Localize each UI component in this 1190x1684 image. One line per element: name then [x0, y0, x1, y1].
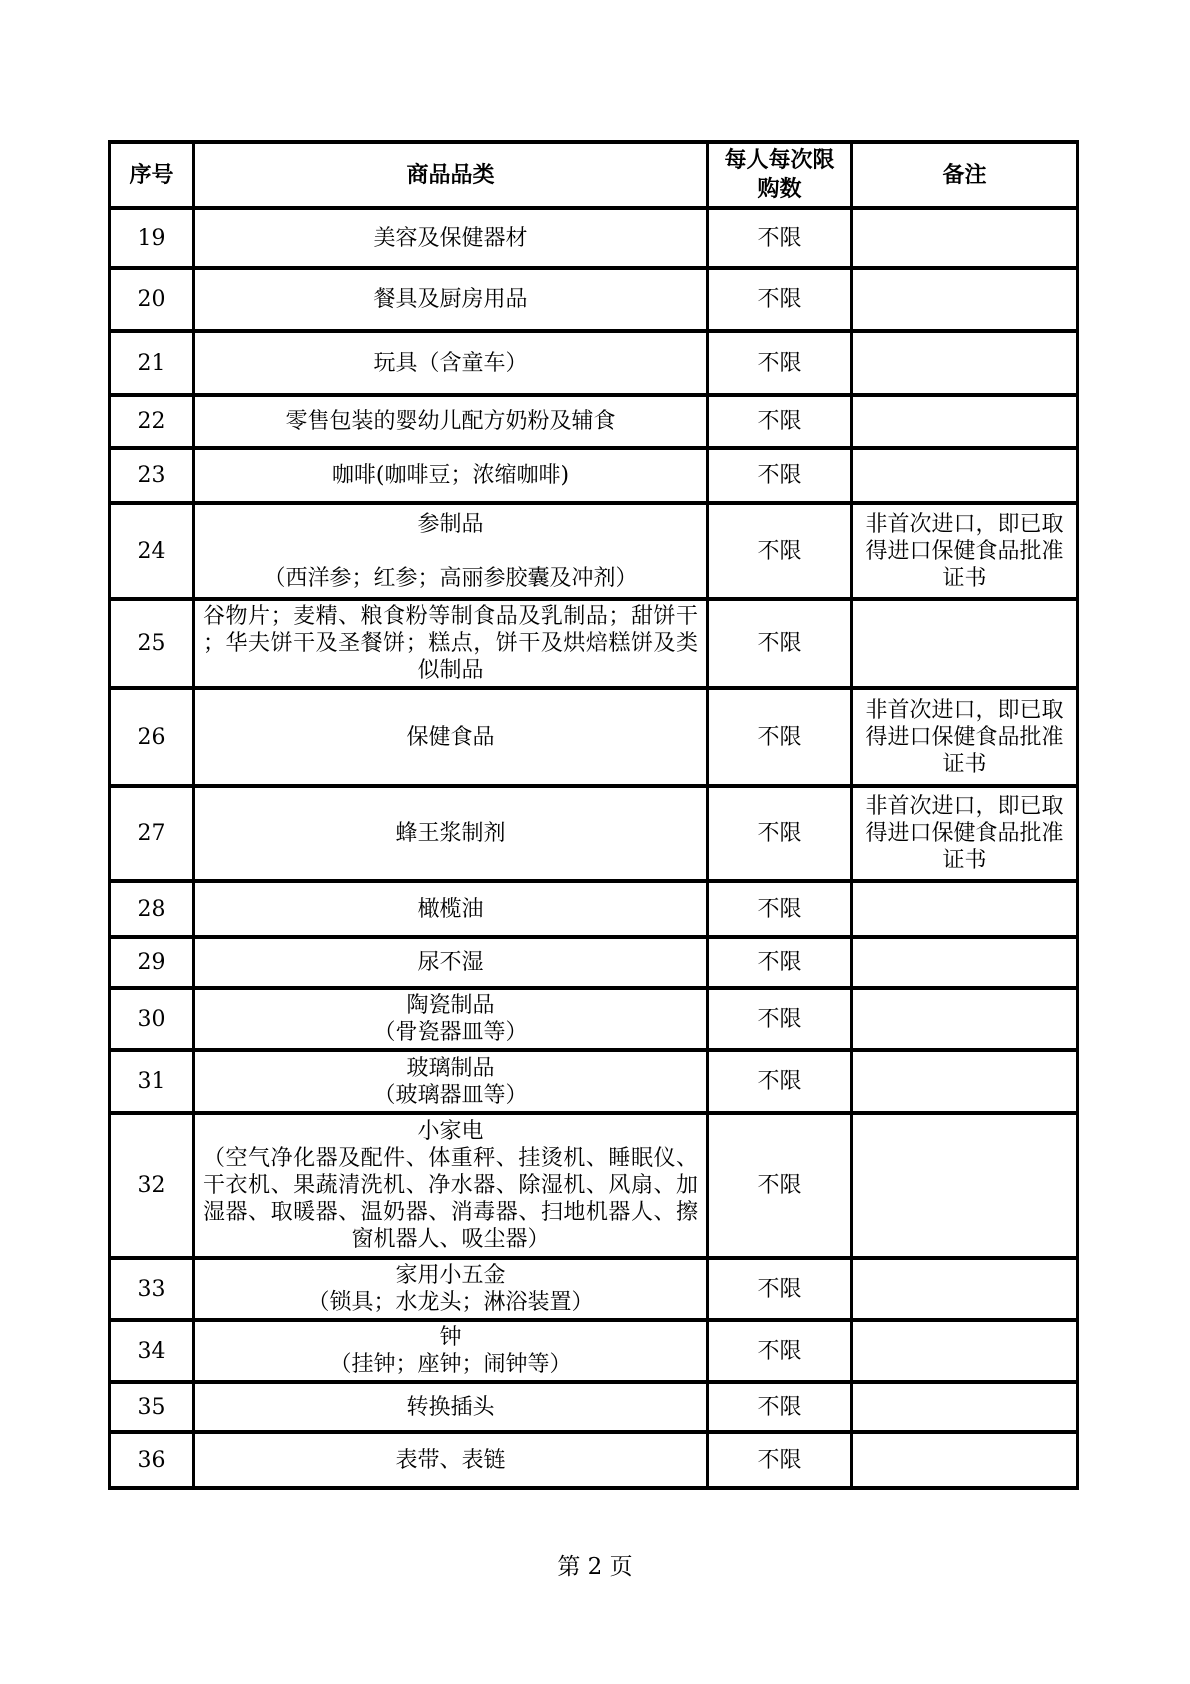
limit-cell: 不限 [708, 208, 852, 268]
category-cell [194, 1050, 708, 1113]
category-cell [194, 1432, 708, 1488]
header-category: 商品品类 [194, 142, 708, 208]
remark-cell [852, 331, 1078, 395]
remark-cell [852, 1382, 1078, 1432]
row-number-cell: 29 [110, 937, 194, 988]
remark-cell [852, 599, 1078, 688]
limit-cell: 不限 [708, 268, 852, 331]
table-row [110, 395, 1078, 448]
category-line: （空气净化器及配件、体重秤、挂烫机、睡眠仪、干衣机、果蔬清洗机、净水器、除湿机、风扇、加湿器、取暖器、温奶器、消毒器、扫地机器人、擦窗机器人、吸尘器） [203, 1146, 698, 1252]
category-line: （锁具；水龙头；淋浴装置） [307, 1290, 594, 1315]
category-cell [194, 688, 708, 786]
limit-cell: 不限 [708, 1382, 852, 1432]
category-line: （西洋参；红参；高丽参胶囊及冲剂） [263, 565, 638, 591]
remark-cell: 非首次进口，即已取得进口保健食品批准证书 [852, 786, 1078, 881]
category-line: 橄榄油 [417, 896, 484, 922]
limit-cell: 不限 [708, 881, 852, 937]
table-head [110, 142, 1078, 208]
header-purchase-limit: 每人每次限购数 [708, 142, 852, 208]
table-row [110, 268, 1078, 331]
table-body [110, 208, 1078, 1488]
table-row [110, 331, 1078, 395]
table-row [110, 1258, 1078, 1320]
category-line: 参制品 [417, 511, 484, 537]
category-line: 陶瓷制品 [406, 993, 495, 1018]
category-cell [194, 599, 708, 688]
limit-cell: 不限 [708, 1050, 852, 1113]
limit-cell: 不限 [708, 448, 852, 503]
category-cell [194, 1382, 708, 1432]
category-line: 咖啡(咖啡豆；浓缩咖啡) [331, 463, 570, 488]
limit-cell: 不限 [708, 937, 852, 988]
table-header-row [110, 142, 1078, 208]
table-row [110, 208, 1078, 268]
table-row [110, 503, 1078, 599]
row-number-cell: 34 [110, 1320, 194, 1382]
category-line: 转换插头 [406, 1394, 495, 1420]
row-number-cell: 33 [110, 1258, 194, 1320]
category-cell [194, 786, 708, 881]
category-line: 蜂王浆制剂 [395, 821, 506, 846]
category-line: （骨瓷器皿等） [373, 1020, 528, 1045]
table-row [110, 1320, 1078, 1382]
category-cell [194, 1113, 708, 1258]
category-line: 玩具（含童车） [373, 350, 528, 376]
table-row [110, 1050, 1078, 1113]
remark-cell [852, 1050, 1078, 1113]
category-line: 表带、表链 [395, 1447, 506, 1473]
category-cell [194, 331, 708, 395]
category-line: 保健食品 [406, 724, 495, 750]
table-row [110, 688, 1078, 786]
category-line: 家用小五金 [395, 1263, 506, 1288]
table-row [110, 1382, 1078, 1432]
table-row [110, 881, 1078, 937]
remark-cell [852, 988, 1078, 1050]
row-number-cell: 24 [110, 503, 194, 599]
limit-cell: 不限 [708, 1113, 852, 1258]
remark-cell [852, 937, 1078, 988]
table-row [110, 448, 1078, 503]
remark-cell [852, 1432, 1078, 1488]
row-number-cell: 19 [110, 208, 194, 268]
limit-cell: 不限 [708, 1432, 852, 1488]
row-number-cell: 30 [110, 988, 194, 1050]
remark-cell [852, 1113, 1078, 1258]
row-number-cell: 27 [110, 786, 194, 881]
row-number-cell: 28 [110, 881, 194, 937]
table-row [110, 1113, 1078, 1258]
category-cell [194, 988, 708, 1050]
remark-cell [852, 395, 1078, 448]
category-cell [194, 937, 708, 988]
table-row [110, 988, 1078, 1050]
category-line: （挂钟；座钟；闹钟等） [329, 1352, 572, 1377]
category-cell [194, 268, 708, 331]
remark-cell [852, 448, 1078, 503]
category-cell [194, 208, 708, 268]
category-cell [194, 1258, 708, 1320]
row-number-cell: 31 [110, 1050, 194, 1113]
category-line: 钟 [439, 1325, 462, 1350]
category-cell [194, 448, 708, 503]
table-row [110, 786, 1078, 881]
category-cell [194, 1320, 708, 1382]
category-cell [194, 503, 708, 599]
page-number: 第 2 页 [557, 1554, 633, 1580]
remark-cell: 非首次进口，即已取得进口保健食品批准证书 [852, 688, 1078, 786]
limit-cell: 不限 [708, 503, 852, 599]
category-line: 尿不湿 [417, 950, 484, 975]
row-number-cell: 21 [110, 331, 194, 395]
row-number-cell: 20 [110, 268, 194, 331]
remark-cell [852, 1320, 1078, 1382]
row-number-cell: 32 [110, 1113, 194, 1258]
limit-cell: 不限 [708, 688, 852, 786]
remark-cell [852, 1258, 1078, 1320]
remark-cell [852, 208, 1078, 268]
category-line [203, 538, 698, 565]
header-remark: 备注 [852, 142, 1078, 208]
row-number-cell: 35 [110, 1382, 194, 1432]
table-row [110, 599, 1078, 688]
limit-cell: 不限 [708, 331, 852, 395]
table-row [110, 937, 1078, 988]
limit-cell: 不限 [708, 599, 852, 688]
row-number-cell: 25 [110, 599, 194, 688]
remark-cell [852, 268, 1078, 331]
limit-cell: 不限 [708, 786, 852, 881]
row-number-cell: 26 [110, 688, 194, 786]
limit-cell: 不限 [708, 988, 852, 1050]
remark-cell [852, 881, 1078, 937]
limit-cell: 不限 [708, 395, 852, 448]
category-line: 餐具及厨房用品 [373, 287, 528, 312]
table-row [110, 1432, 1078, 1488]
row-number-cell: 23 [110, 448, 194, 503]
category-line: 美容及保健器材 [373, 225, 528, 251]
category-line: 谷物片；麦精、粮食粉等制食品及乳制品；甜饼干；华夫饼干及圣餐饼；糕点，饼干及烘焙糕饼及类似制品 [203, 604, 698, 683]
category-line: 零售包装的婴幼儿配方奶粉及辅食 [285, 409, 616, 434]
category-cell [194, 395, 708, 448]
limit-cell: 不限 [708, 1258, 852, 1320]
limit-cell: 不限 [708, 1320, 852, 1382]
row-number-cell: 22 [110, 395, 194, 448]
header-serial-number: 序号 [110, 142, 194, 208]
remark-cell: 非首次进口，即已取得进口保健食品批准证书 [852, 503, 1078, 599]
category-line: （玻璃器皿等） [373, 1082, 528, 1108]
row-number-cell: 36 [110, 1432, 194, 1488]
category-line: 小家电 [417, 1119, 484, 1144]
category-cell [194, 881, 708, 937]
goods-limit-table [108, 140, 1079, 1490]
category-line: 玻璃制品 [406, 1055, 495, 1081]
